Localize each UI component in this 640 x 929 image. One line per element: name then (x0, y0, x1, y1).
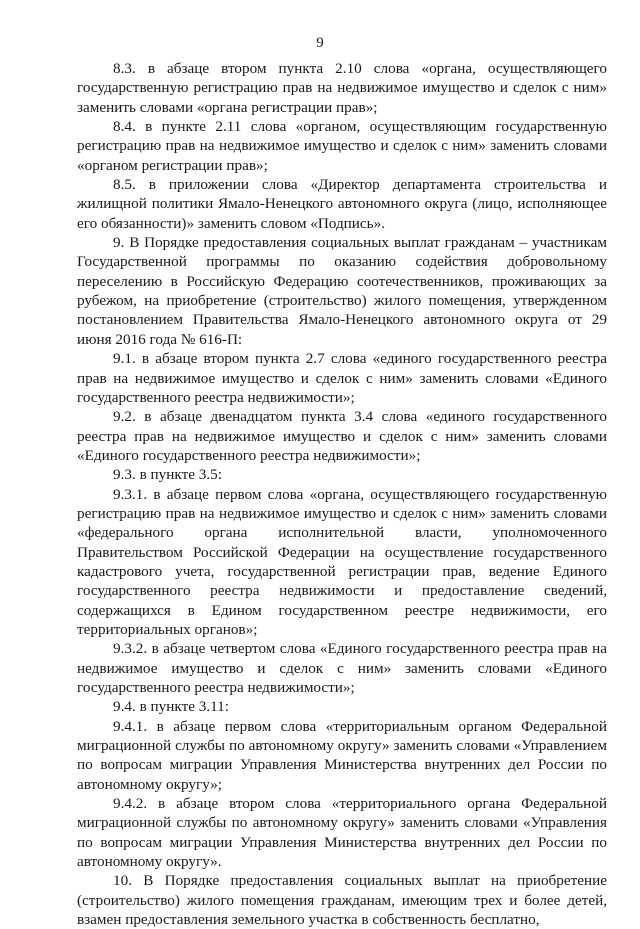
paragraph-9-3: 9.3. в пункте 3.5: (113, 466, 222, 484)
page-number: 9 (316, 35, 324, 51)
paragraph-9-1: 9.1. в абзаце втором пункта 2.7 слова «единого государственного реестра прав на недвижимое имущество и сделок с ним» заменить словами «Единого государственного реестра недвижимости»; (77, 350, 607, 406)
paragraph-9-3-2: 9.3.2. в абзаце четвертом слова «Единого государственного реестра прав на недвижимое имущество и сделок с ним» заменить словами «Единого государственного реестра недвижимости»; (77, 640, 607, 696)
paragraph-9-2: 9.2. в абзаце двенадцатом пункта 3.4 слова «единого государственного реестра прав на недвижимое имущество и сделок с ним» заменить словами «Единого государственного реестра недвижимости»; (77, 408, 607, 464)
paragraph-8-4: 8.4. в пункте 2.11 слова «органом, осуществляющим государственную регистрацию прав на недвижимое имущество и сделок с ним» заменить словами «органом регистрации прав»; (77, 118, 607, 174)
paragraph-9-4-1: 9.4.1. в абзаце первом слова «территориальным органом Федеральной миграционной службы по автономному округу» заменить словами «Управлением по вопросам миграции Управления Министерства внутренних дел России по автономному округу»; (77, 717, 607, 793)
paragraph-9-3-1: 9.3.1. в абзаце первом слова «органа, осуществляющего государственную регистрацию прав на недвижимое имущество и сделок с ним» заменить словами «федерального органа исполнительной власти, уполномоченного Правительством Российской Федерации на осуществление государственного кадастрового учета, государственной регистрации прав, ведение Единого государственного реестра недвижимости и предоставление сведений, содержащихся в Едином государственном реестре недвижимости, его территориальных органов»; (77, 485, 607, 638)
paragraph-8-3: 8.3. в абзаце втором пункта 2.10 слова «органа, осуществляющего государственную регистрацию прав на недвижимое имущество и сделок с ним» заменить словами «органа регистрации прав»; (77, 60, 607, 116)
paragraph-10: 10. В Порядке предоставления социальных выплат на приобретение (строительство) жилого помещения гражданам, имеющим трех и более детей, взамен предоставления земельного участка в собственность бесплатно, (77, 872, 607, 929)
paragraph-9-4-2: 9.4.2. в абзаце втором слова «территориального органа Федеральной миграционной службы по автономному округу» заменить словами «Управления по вопросам миграции Управления Министерства внутренних дел России по автономному округу». (77, 795, 607, 871)
document-body (77, 59, 607, 929)
paragraph-9: 9. В Порядке предоставления социальных выплат гражданам – участникам Государственной программы по оказанию содействия добровольному переселению в Российскую Федерацию соотечественников, проживающих за рубежом, на приобретение (строительство) жилого помещения, утвержденном постановлением Правительства Ямало-Ненецкого автономного округа от 29 июня 2016 года № 616-П: (77, 234, 607, 348)
paragraph-8-5: 8.5. в приложении слова «Директор департамента строительства и жилищной политики Ямало-Ненецкого автономного округа (лицо, исполняющее его обязанности)» заменить словом «Подпись». (77, 176, 607, 232)
paragraph-9-4: 9.4. в пункте 3.11: (113, 698, 229, 716)
